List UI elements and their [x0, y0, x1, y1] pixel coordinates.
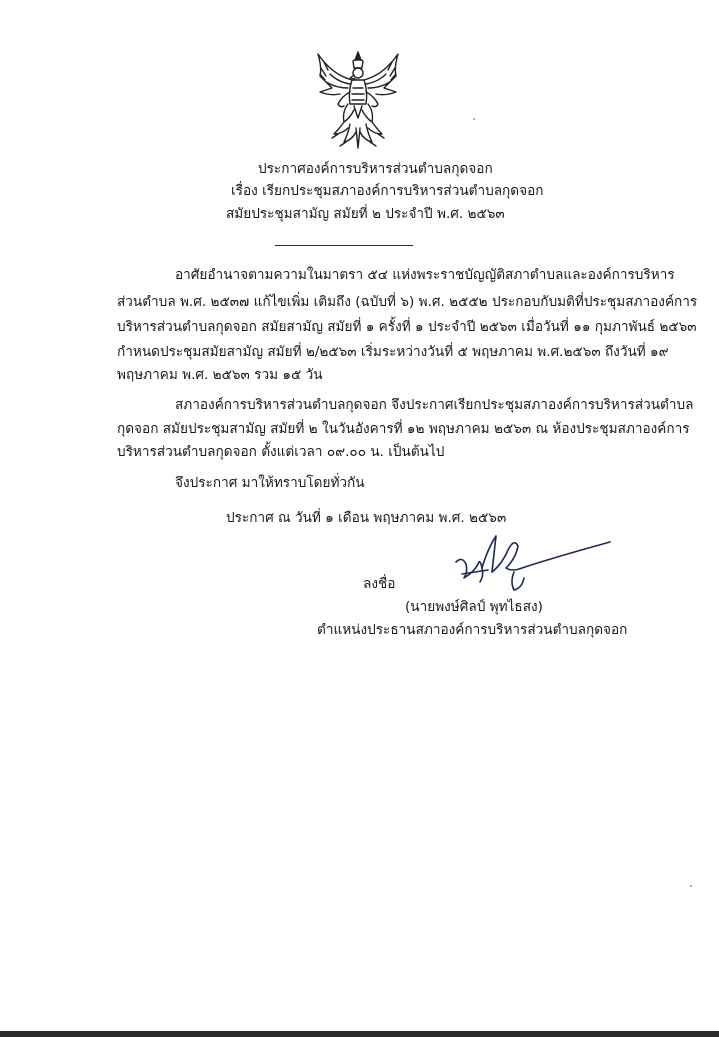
header-divider [275, 245, 413, 246]
paragraph2-line2: กุดจอก สมัยประชุมสามัญ สมัยที่ ๒ ในวันอังคารที่ ๑๒ พฤษภาคม ๒๕๖๓ ณ ห้องประชุมสภาองค์การ [117, 421, 690, 437]
signer-position: ตำแหน่งประธานสภาองค์การบริหารส่วนตำบลกุดจอก [317, 622, 628, 638]
scan-speck [690, 885, 692, 887]
signer-name: (นายพงษ์ศิลป์ พุทไธสง) [405, 599, 543, 615]
paragraph1-line2: ส่วนตำบล พ.ศ. ๒๕๓๗ แก้ไขเพิ่ม เติมถึง (ฉบับที่ ๖) พ.ศ. ๒๕๕๒ ประกอบกับมติที่ประชุมสภาองค์การ [117, 294, 698, 310]
date-line: ประกาศ ณ วันที่ ๑ เดือน พฤษภาคม พ.ศ. ๒๕๖๓ [226, 510, 507, 526]
sign-label: ลงชื่อ [363, 576, 396, 592]
paragraph1-line5: พฤษภาคม พ.ศ. ๒๕๖๓ รวม ๑๕ วัน [117, 367, 323, 383]
scan-speck [473, 118, 475, 120]
scan-bottom-edge [0, 1031, 719, 1037]
subject-line: เรื่อง เรียกประชุมสภาองค์การบริหารส่วนตำบลกุดจอก [231, 183, 544, 199]
garuda-emblem-icon [308, 48, 408, 152]
paragraph1-line4: กำหนดประชุมสมัยสามัญ สมัยที่ ๒/๒๕๖๓ เริ่มระหว่างวันที่ ๕ พฤษภาคม พ.ศ.๒๕๖๓ ถึงวันที่ ๑๙ [117, 344, 669, 360]
issuer-title: ประกาศองค์การบริหารส่วนตำบลกุดจอก [258, 161, 493, 177]
paragraph1-line3: บริหารส่วนตำบลกุดจอก สมัยสามัญ สมัยที่ ๑ ครั้งที่ ๑ ประจำปี ๒๕๖๓ เมื่อวันที่ ๑๑ กุมภาพันธ์ ๒๕๖๓ [117, 319, 697, 335]
paragraph1-line1: อาศัยอำนาจตามความในมาตรา ๕๔ แห่งพระราชบัญญัติสภาตำบลและองค์การบริหาร [175, 267, 675, 283]
announce-line: จึงประกาศ มาให้ทราบโดยทั่วกัน [175, 475, 365, 491]
paragraph2-line3: บริหารส่วนตำบลกุดจอก ตั้งแต่เวลา ๐๙.๐๐ น. เป็นต้นไป [117, 444, 445, 460]
session-line: สมัยประชุมสามัญ สมัยที่ ๒ ประจำปี พ.ศ. ๒๕๖๓ [226, 206, 505, 222]
handwritten-signature [452, 528, 612, 598]
paragraph2-line1: สภาองค์การบริหารส่วนตำบลกุดจอก จึงประกาศเรียกประชุมสภาองค์การบริหารส่วนตำบล [175, 397, 694, 413]
